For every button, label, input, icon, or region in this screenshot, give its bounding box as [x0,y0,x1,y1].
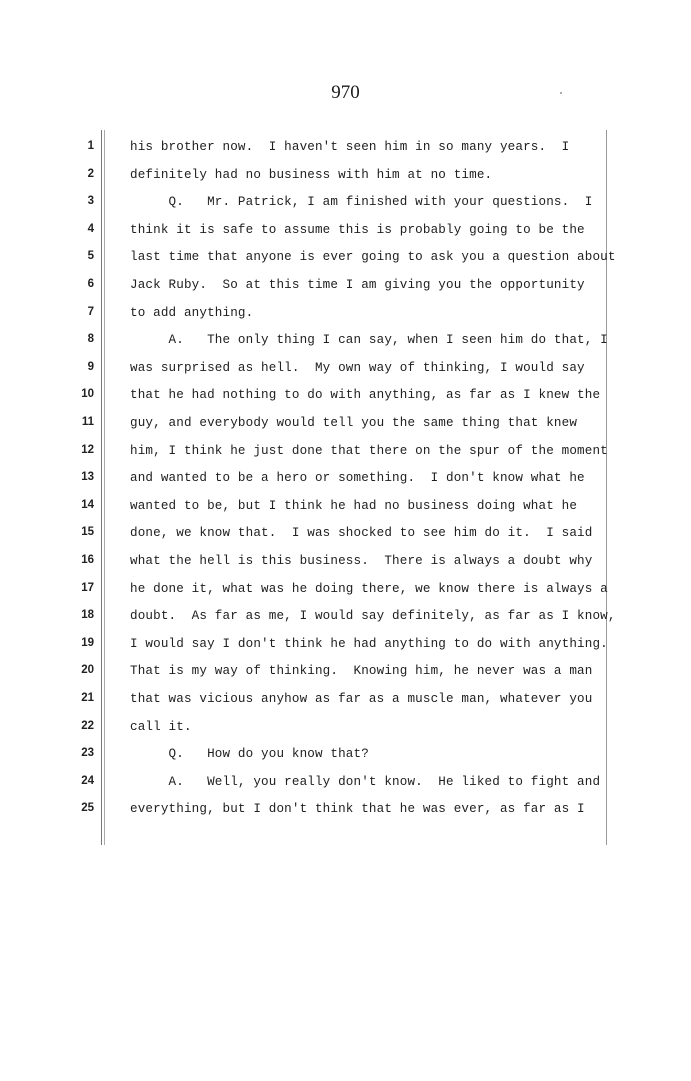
transcript-line: he done it, what was he doing there, we know there is always a [130,581,608,596]
transcript-line: what the hell is this business. There is always a doubt why [130,554,593,568]
line-number: 4 [87,222,94,235]
transcript-line: that he had nothing to do with anything, as far as I knew the [130,388,601,403]
line-number: 9 [87,360,94,373]
line-number: 21 [81,692,94,704]
line-number: 18 [81,609,94,622]
transcript-line: last time that anyone is ever going to ask you a question about [130,250,616,265]
line-number: 11 [81,416,94,428]
line-number: 16 [81,554,94,566]
line-number: 1 [87,140,94,152]
line-number: 5 [87,250,94,263]
line-number: 22 [81,719,94,732]
transcript-line: doubt. As far as me, I would say definitely, as far as I know, [130,609,616,624]
line-number: 25 [81,802,94,815]
transcript-line: call it. [130,719,192,734]
scan-speck [560,92,562,94]
transcript-line: Q. Mr. Patrick, I am finished with your questions. I [130,195,593,210]
line-number: 8 [87,333,94,346]
transcript-line: guy, and everybody would tell you the same thing that knew [130,416,578,430]
transcript-line: think it is safe to assume this is probably going to be the [130,222,585,237]
left-margin-rule-inner [104,130,105,845]
transcript-line: and wanted to be a hero or something. I don't know what he [130,471,585,486]
transcript-line: A. The only thing I can say, when I seen him do that, I [130,333,608,348]
line-number: 15 [81,526,94,539]
transcript-line: wanted to be, but I think he had no business doing what he [130,498,578,513]
line-number: 17 [81,581,94,594]
transcript-line: done, we know that. I was shocked to see him do it. I said [130,526,593,541]
line-number: 13 [81,471,94,484]
transcript-line: I would say I don't think he had anything to do with anything. [130,636,608,651]
transcript-line: to add anything. [130,305,254,320]
transcript-line: that was vicious anyhow as far as a muscle man, whatever you [130,692,593,706]
transcript-line: That is my way of thinking. Knowing him, he never was a man [130,664,593,679]
line-number: 14 [81,498,94,511]
left-margin-rule [101,130,102,845]
line-number: 6 [87,278,94,290]
transcript-line: A. Well, you really don't know. He liked to fight and [130,774,601,789]
line-number: 20 [81,664,94,677]
transcript-line: everything, but I don't think that he was ever, as far as I [130,802,585,817]
line-number: 2 [87,167,94,180]
right-margin-rule [606,130,607,845]
line-number: 24 [81,774,94,787]
transcript-line: was surprised as hell. My own way of thinking, I would say [130,360,585,375]
line-number: 12 [81,443,94,456]
page-number: 970 [331,82,360,103]
transcript-line: Q. How do you know that? [130,747,369,762]
line-number: 10 [81,388,94,401]
line-number: 3 [87,195,94,208]
line-number: 7 [87,305,94,318]
transcript-line: his brother now. I haven't seen him in so many years. I [130,140,570,154]
line-number: 19 [81,636,94,649]
transcript-line: definitely had no business with him at no time. [130,167,493,182]
transcript-line: Jack Ruby. So at this time I am giving you the opportunity [130,278,585,292]
transcript-line: him, I think he just done that there on the spur of the moment [130,443,608,458]
line-number: 23 [81,747,94,760]
